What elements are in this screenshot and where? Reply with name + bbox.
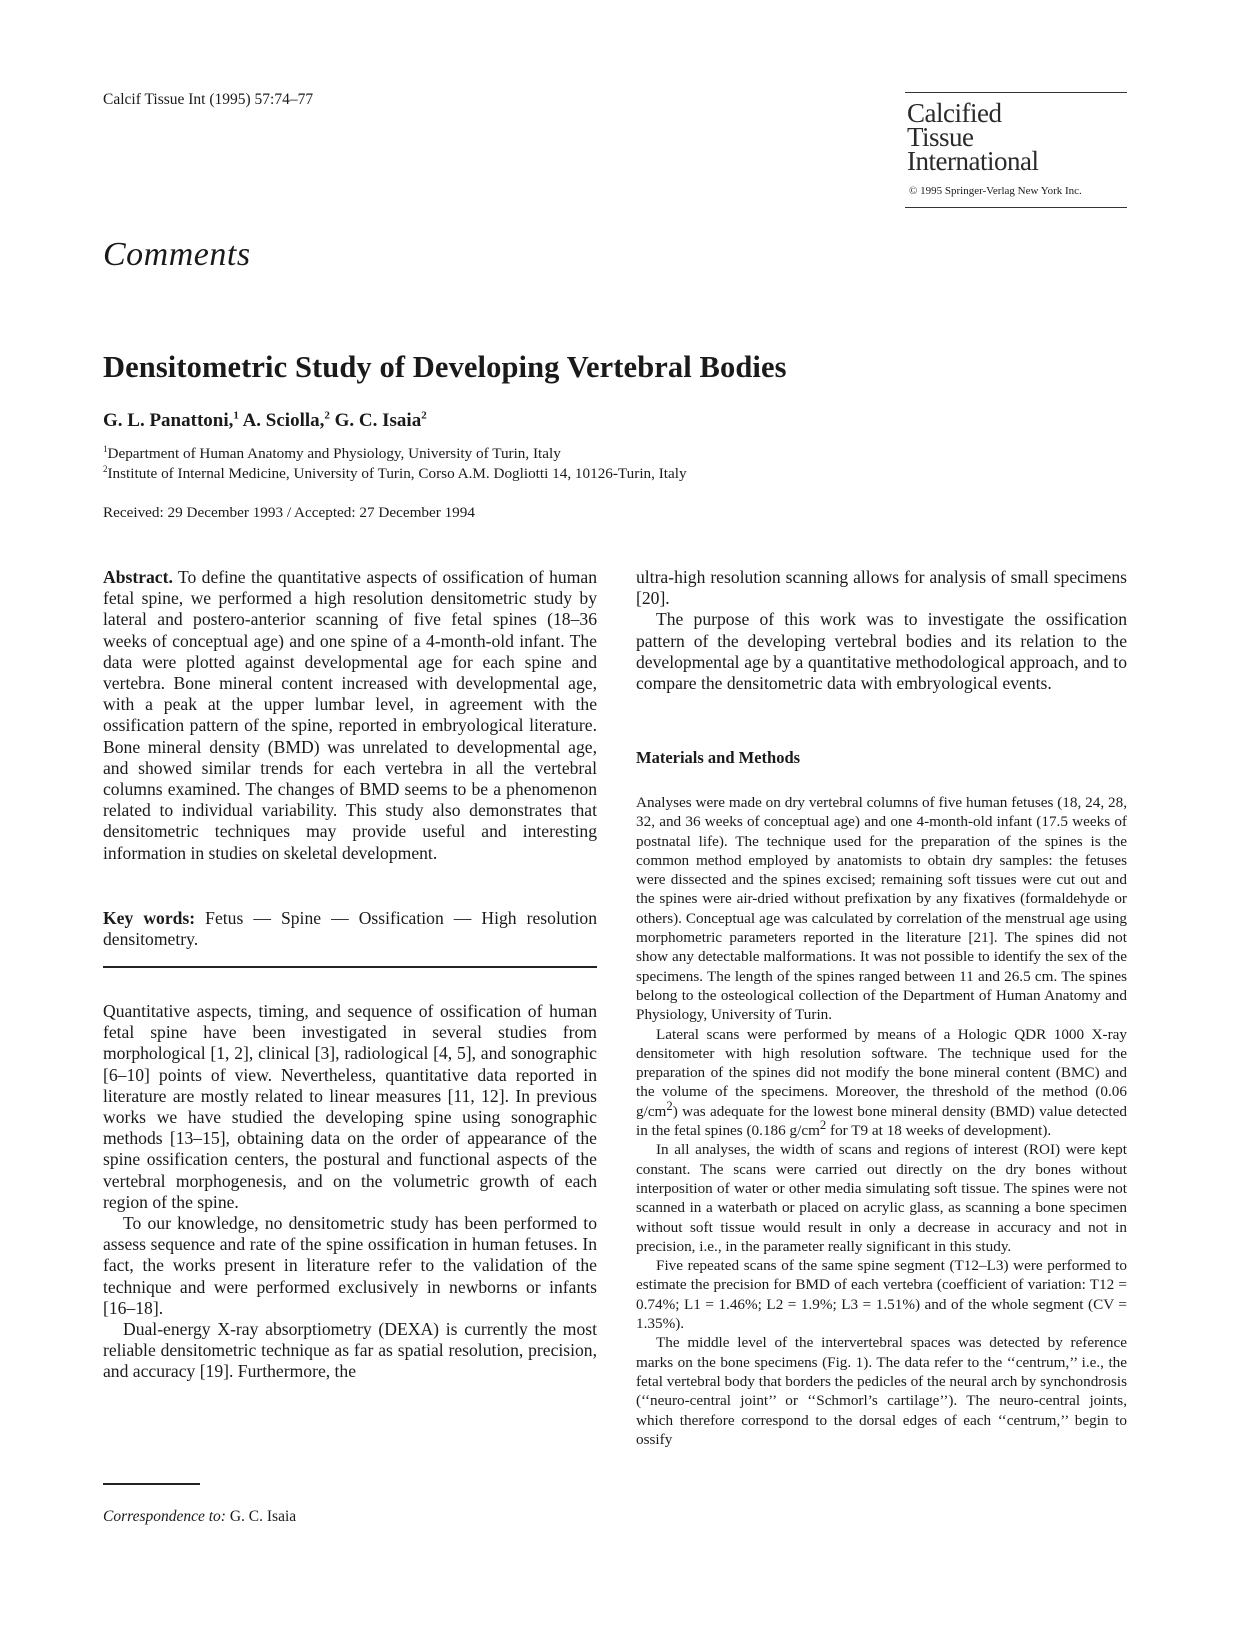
abstract [103,567,597,864]
affiliation-text: Department of Human Anatomy and Physiology, University of Turin, Italy [107,445,561,462]
keywords-label: Key words: [103,908,196,928]
methods-paragraph: Five repeated scans of the same spine segment (T12–L3) were performed to estimate the precision for BMD of each vertebra (coefficient of variation: T12 = 0.74%; L1 = 1.46%; L2 = 1.9%; L3 = 1.51%) and of the whole segment (CV = 1.35%). [636,1257,1127,1333]
affiliation-text: Institute of Internal Medicine, University of Turin, Corso A.M. Dogliotti 14, 10126-Turin, Italy [107,465,687,482]
journal-citation: Calcif Tissue Int (1995) 57:74–77 [103,91,314,108]
superscript: 2 [819,1117,827,1132]
author-name: A. Sciolla, [238,410,325,431]
methods-paragraph: Analyses were made on dry vertebral columns of five human fetuses (18, 24, 28, 32, and 36 weeks of conceptual age) and one 4-month-old infant (17.5 weeks of postnatal life). The technique used for the preparation of the spines is the common method employed by anatomists to obtain dry samples: the fetuses were dissected and the spines excised; remaining soft tissues were cut out and the spines were air-dried without prefixation by any fixatives (formaldehyde or others). Conceptual age was calculated by correlation of the menstrual age using morphometric parameters reported in the literature [21]. The spines did not show any detectable malformations. It was not possible to identify the sex of the specimens. The length of the spines ranged between 11 and 26.5 cm. The spines belong to the osteological collection of the Department of Human Anatomy and Physiology, University of Turin. [636,794,1127,1024]
keywords [103,908,597,950]
author-name: G. C. Isaia [329,410,422,431]
keywords-text: Fetus — Spine — Ossification — High resolution densitometry. [103,908,597,950]
copyright-notice: © 1995 Springer-Verlag New York Inc. [909,185,1082,197]
methods-paragraph: The middle level of the intervertebral spaces was detected by reference marks on the bone specimens (Fig. 1). The data refer to the ‘‘centrum,’’ i.e., the fetal vertebral body that borders the pedicles of the neural arch by synchondrosis (‘‘neuro-central joint’’ or ‘‘Schmorl’s cartilage’’). The neuro-central joints, which therefore correspond to the dorsal edges of each ‘‘centrum,’’ begin to ossify [636,1334,1127,1448]
intro-paragraph: Quantitative aspects, timing, and sequence of ossification of human fetal spine have been investigated in several studies from morphological [1, 2], clinical [3], radiological [4, 5], and sonographic [6–10] points of view. Nevertheless, quantitative data reported in literature are mostly related to linear measures [11, 12]. In previous works we have studied the developing spine using sonographic methods [13–15], obtaining data on the order of appearance of the spine ossification centers, the postural and functional aspects of the vertebral morphogenesis, and on the volumetric growth of each region of the spine. [103,1001,597,1212]
author-affiliation-mark: 1 [233,409,239,422]
abstract-label: Abstract. [103,567,173,587]
author-list [103,410,427,432]
methods-heading: Materials and Methods [636,748,801,767]
methods-text-run: Lateral scans were performed by means of a Hologic QDR 1000 X-ray densitometer with high resolution software. The technique used for the preparation of the spines did not modify the bone mineral content (BMC) and the volume of the specimens. Moreover, the threshold of the method (0.06 g/cm [636,1025,1127,1120]
correspondence-note [103,1508,296,1526]
intro-paragraph: To our knowledge, no densitometric study has been performed to assess sequence and rate of the spine ossification in human fetuses. In fact, the works present in literature refer to the validation of the technique and were performed exclusively in newborns or infants [16–18]. [103,1213,597,1318]
abstract-text: To define the quantitative aspects of ossification of human fetal spine, we performed a high resolution densitometric study by lateral and postero-anterior scanning of five fetal spines (18–36 weeks of conceptual age) and one spine of a 4-month-old infant. The data were plotted against developmental age for each spine and vertebra. Bone mineral content increased with developmental age, with a peak at the upper lumbar level, in agreement with the ossification pattern of the spine, reported in embryological literature. Bone mineral density (BMD) was unrelated to developmental age, and showed similar trends for each vertebra in all the vertebral columns examined. The changes of BMD seems to be a phenomenon related to individual variability. This study also demonstrates that densitometric techniques may provide useful and interesting information in studies on skeletal development. [103,567,597,863]
author-affiliation-mark: 2 [324,409,330,422]
introduction-text [103,1001,597,1383]
journal-name-line-1: Calcified [907,98,1002,128]
affiliation-mark: 2 [103,463,108,474]
methods-text-run: ) was adequate for the lowest bone mineral density (BMD) value detected in the fetal spines (0.186 g/cm [636,1102,1127,1140]
methods-paragraph [636,1025,1127,1141]
received-accepted-dates: Received: 29 December 1993 / Accepted: 27 December 1994 [103,504,475,521]
methods-text [636,793,1127,1449]
journal-name-line-2: Tissue [907,122,974,152]
journal-name-line-3: International [907,146,1039,176]
affiliation-mark: 1 [103,443,108,454]
affiliation-2 [103,465,687,483]
methods-text-run: for T9 at 18 weeks of development). [826,1122,1052,1140]
intro-paragraph: ultra-high resolution scanning allows for analysis of small specimens [20]. [636,567,1127,609]
section-label: Comments [103,236,251,273]
correspondence-name: G. C. Isaia [225,1508,297,1525]
author-name: G. L. Panattoni, [103,410,234,431]
author-affiliation-mark: 2 [421,409,427,422]
superscript: 2 [666,1098,673,1113]
correspondence-label: Correspondence to: [103,1508,226,1525]
methods-paragraph: In all analyses, the width of scans and regions of interest (ROI) were kept constant. The scans were carried out directly on the dry bones without interposition of water or other media simulating soft tissue. The spines were not scanned in a waterbath or placed on acrylic glass, as scanning a bone specimen without soft tissue would result in only a decrease in accuracy and not in precision, i.e., in the parameter really significant in this study. [636,1141,1127,1255]
article-title: Densitometric Study of Developing Vertebral Bodies [103,350,787,384]
footnote-rule [103,1483,200,1485]
intro-paragraph: Dual-energy X-ray absorptiometry (DEXA) is currently the most reliable densitometric technique as far as spatial resolution, precision, and accuracy [19]. Furthermore, the [103,1319,597,1382]
journal-masthead [905,92,1127,208]
affiliation-1 [103,445,561,463]
intro-paragraph: The purpose of this work was to investigate the ossification pattern of the developing vertebral bodies and its relation to the developmental age by a quantitative methodological approach, and to compare the densitometric data with embryological events. [636,609,1127,694]
intro-continued [636,567,1127,694]
abstract-divider [103,966,597,968]
